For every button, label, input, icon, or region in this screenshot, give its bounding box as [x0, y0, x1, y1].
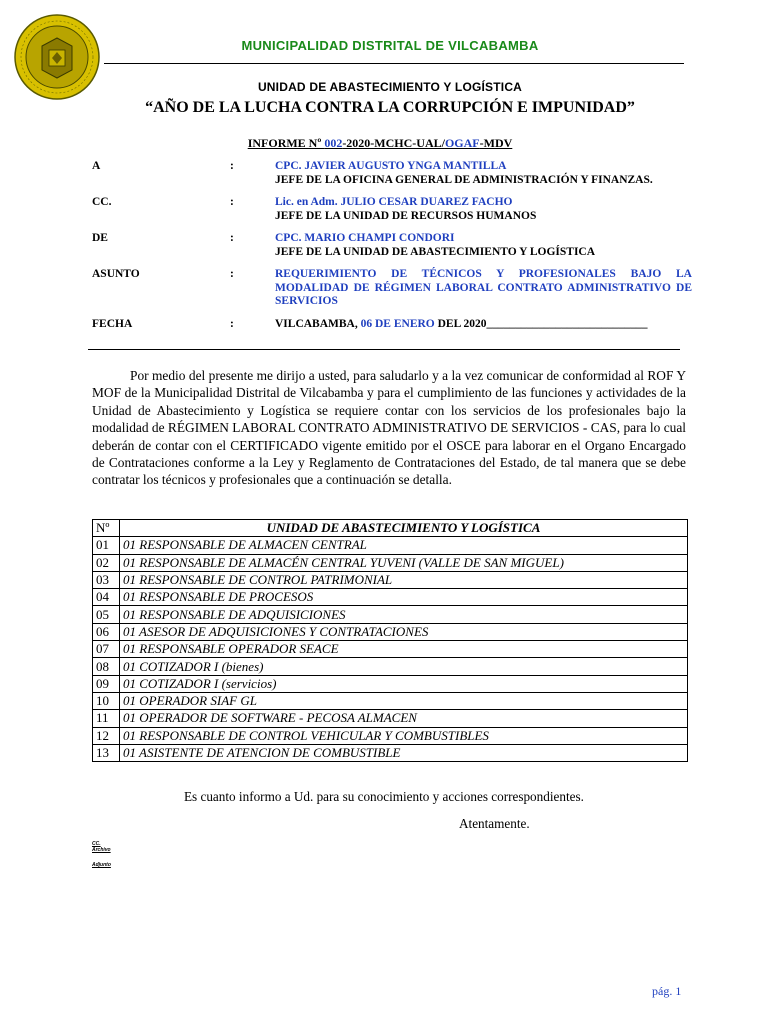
table-row	[93, 571, 688, 588]
field-cc-value	[275, 196, 692, 223]
header-rule	[104, 63, 684, 64]
report-suffix: -MDV	[479, 136, 513, 150]
row-number: 06	[93, 623, 120, 640]
field-asunto-label: ASUNTO	[92, 268, 140, 280]
row-position: 01 ASESOR DE ADQUISICIONES Y CONTRATACIONES	[120, 623, 688, 640]
field-a-label: A	[92, 160, 101, 172]
row-position: 01 RESPONSABLE DE PROCESOS	[120, 589, 688, 606]
field-cc-name: Lic. en Adm. JULIO CESAR DUAREZ FACHO	[275, 196, 513, 208]
table-row	[93, 537, 688, 554]
page-number: pág. 1	[652, 984, 682, 998]
row-number: 01	[93, 537, 120, 554]
row-number: 10	[93, 692, 120, 709]
field-de-value	[275, 232, 692, 259]
field-fecha-value	[275, 318, 692, 332]
field-cc-colon: :	[230, 196, 234, 208]
field-asunto-colon: :	[230, 268, 234, 280]
row-position: 01 RESPONSABLE DE ALMACÉN CENTRAL YUVENI (VALLE DE SAN MIGUEL)	[120, 554, 688, 571]
table-row	[93, 675, 688, 692]
field-de-role: JEFE DE LA UNIDAD DE ABASTECIMIENTO Y LOGÍSTICA	[275, 245, 596, 258]
field-a-colon: :	[230, 160, 234, 172]
report-number	[160, 136, 600, 151]
field-asunto-value: REQUERIMIENTO DE TÉCNICOS Y PROFESIONALES BAJO LA MODALIDAD DE RÉGIMEN LABORAL CONTRATO ADMINISTRATIVO DE SERVICIOS	[275, 268, 692, 307]
row-number: 11	[93, 710, 120, 727]
table-row	[93, 692, 688, 709]
unit-title: UNIDAD DE ABASTECIMIENTO Y LOGÍSTICA	[257, 80, 523, 94]
row-position: 01 ASISTENTE DE ATENCION DE COMBUSTIBLE	[120, 744, 688, 761]
field-de	[92, 232, 692, 259]
field-a	[92, 160, 692, 187]
row-position: 01 RESPONSABLE DE ADQUISICIONES	[120, 606, 688, 623]
row-position: 01 RESPONSABLE OPERADOR SEACE	[120, 641, 688, 658]
table-row	[93, 606, 688, 623]
table-row	[93, 623, 688, 640]
table-header-row	[93, 520, 688, 537]
table-row	[93, 589, 688, 606]
table-body	[93, 537, 688, 762]
fecha-prefix: VILCABAMBA,	[275, 317, 361, 330]
row-position: 01 COTIZADOR I (servicios)	[120, 675, 688, 692]
field-de-colon: :	[230, 232, 234, 244]
closing-text: Es cuanto informo a Ud. para su conocimiento y acciones correspondientes.	[184, 789, 584, 804]
col-num-header: Nº	[93, 520, 120, 537]
memo-header-fields	[92, 160, 692, 340]
row-position: 01 RESPONSABLE DE ALMACEN CENTRAL	[120, 537, 688, 554]
report-office: OGAF	[444, 136, 480, 150]
row-number: 07	[93, 641, 120, 658]
fecha-rule	[88, 349, 680, 350]
table-row	[93, 554, 688, 571]
municipal-seal-logo	[14, 14, 100, 100]
field-cc-label: CC.	[92, 196, 112, 208]
table-row	[93, 658, 688, 675]
year-motto: “AÑO DE LA LUCHA CONTRA LA CORRUPCIÓN E IMPUNIDAD”	[145, 99, 635, 116]
table-row	[93, 710, 688, 727]
row-number: 04	[93, 589, 120, 606]
field-fecha-label: FECHA	[92, 317, 133, 330]
adjunto-small: Adjunto	[92, 862, 111, 868]
requirements-table	[92, 519, 688, 762]
report-number-value: 002	[324, 136, 343, 150]
field-cc-role: JEFE DE LA UNIDAD DE RECURSOS HUMANOS	[275, 209, 537, 222]
body-paragraph: Por medio del presente me dirijo a usted, para saludarlo y a la vez comunicar de conformidad al ROF Y MOF de la Municipalidad Distrital de Vilcabamba y para el cumplimiento de las funciones y actividades de la Unidad de Abastecimiento y Logística se requiere contar con los servicios de los profesionales bajo la modalidad de RÉGIMEN LABORAL CONTRATO ADMINISTRATIVO DE SERVICIOS - CAS, para lo cual deberán de contar con el CERTIFICADO vigente emitido por el OSCE para laborar en el Organo Encargado de Contrataciones conforme a la Ley y Reglamento de Contrataciones del Estado, de tal manera que se debe contratar los técnicos y profesionales que a continuación se detalla.	[92, 368, 686, 488]
field-cc	[92, 196, 692, 223]
field-de-name: CPC. MARIO CHAMPI CONDORI	[275, 232, 455, 244]
field-a-name: CPC. JAVIER AUGUSTO YNGA MANTILLA	[275, 160, 507, 172]
municipality-name: MUNICIPALIDAD DISTRITAL DE VILCABAMBA	[241, 38, 539, 53]
archivo-small: Archivo	[92, 847, 111, 853]
field-de-label: DE	[92, 232, 108, 244]
field-a-role: JEFE DE LA OFICINA GENERAL DE ADMINISTRACIÓN Y FINANZAS.	[275, 173, 653, 186]
row-position: 01 RESPONSABLE DE CONTROL PATRIMONIAL	[120, 571, 688, 588]
row-number: 02	[93, 554, 120, 571]
report-prefix: INFORME Nº	[247, 136, 325, 150]
row-number: 05	[93, 606, 120, 623]
row-number: 09	[93, 675, 120, 692]
field-a-value	[275, 160, 692, 187]
table-row	[93, 744, 688, 761]
cc-small: CC.	[92, 841, 101, 847]
field-asunto	[92, 268, 692, 309]
row-number: 13	[93, 744, 120, 761]
row-position: 01 OPERADOR SIAF GL	[120, 692, 688, 709]
fecha-blank: ____________________________	[486, 317, 648, 330]
row-number: 12	[93, 727, 120, 744]
field-fecha-colon: :	[230, 317, 234, 330]
row-number: 03	[93, 571, 120, 588]
field-fecha	[92, 318, 692, 332]
row-position: 01 OPERADOR DE SOFTWARE - PECOSA ALMACEN	[120, 710, 688, 727]
row-position: 01 RESPONSABLE DE CONTROL VEHICULAR Y COMBUSTIBLES	[120, 727, 688, 744]
row-number: 08	[93, 658, 120, 675]
fecha-date: 06 DE ENERO	[360, 317, 435, 330]
row-position: 01 COTIZADOR I (bienes)	[120, 658, 688, 675]
col-title-header: UNIDAD DE ABASTECIMIENTO Y LOGÍSTICA	[120, 520, 688, 537]
table-row	[93, 641, 688, 658]
fecha-suffix: DEL 2020	[434, 317, 487, 330]
regards-text: Atentamente.	[459, 816, 530, 831]
report-mid: -2020-MCHC-UAL/	[342, 136, 445, 150]
table-row	[93, 727, 688, 744]
